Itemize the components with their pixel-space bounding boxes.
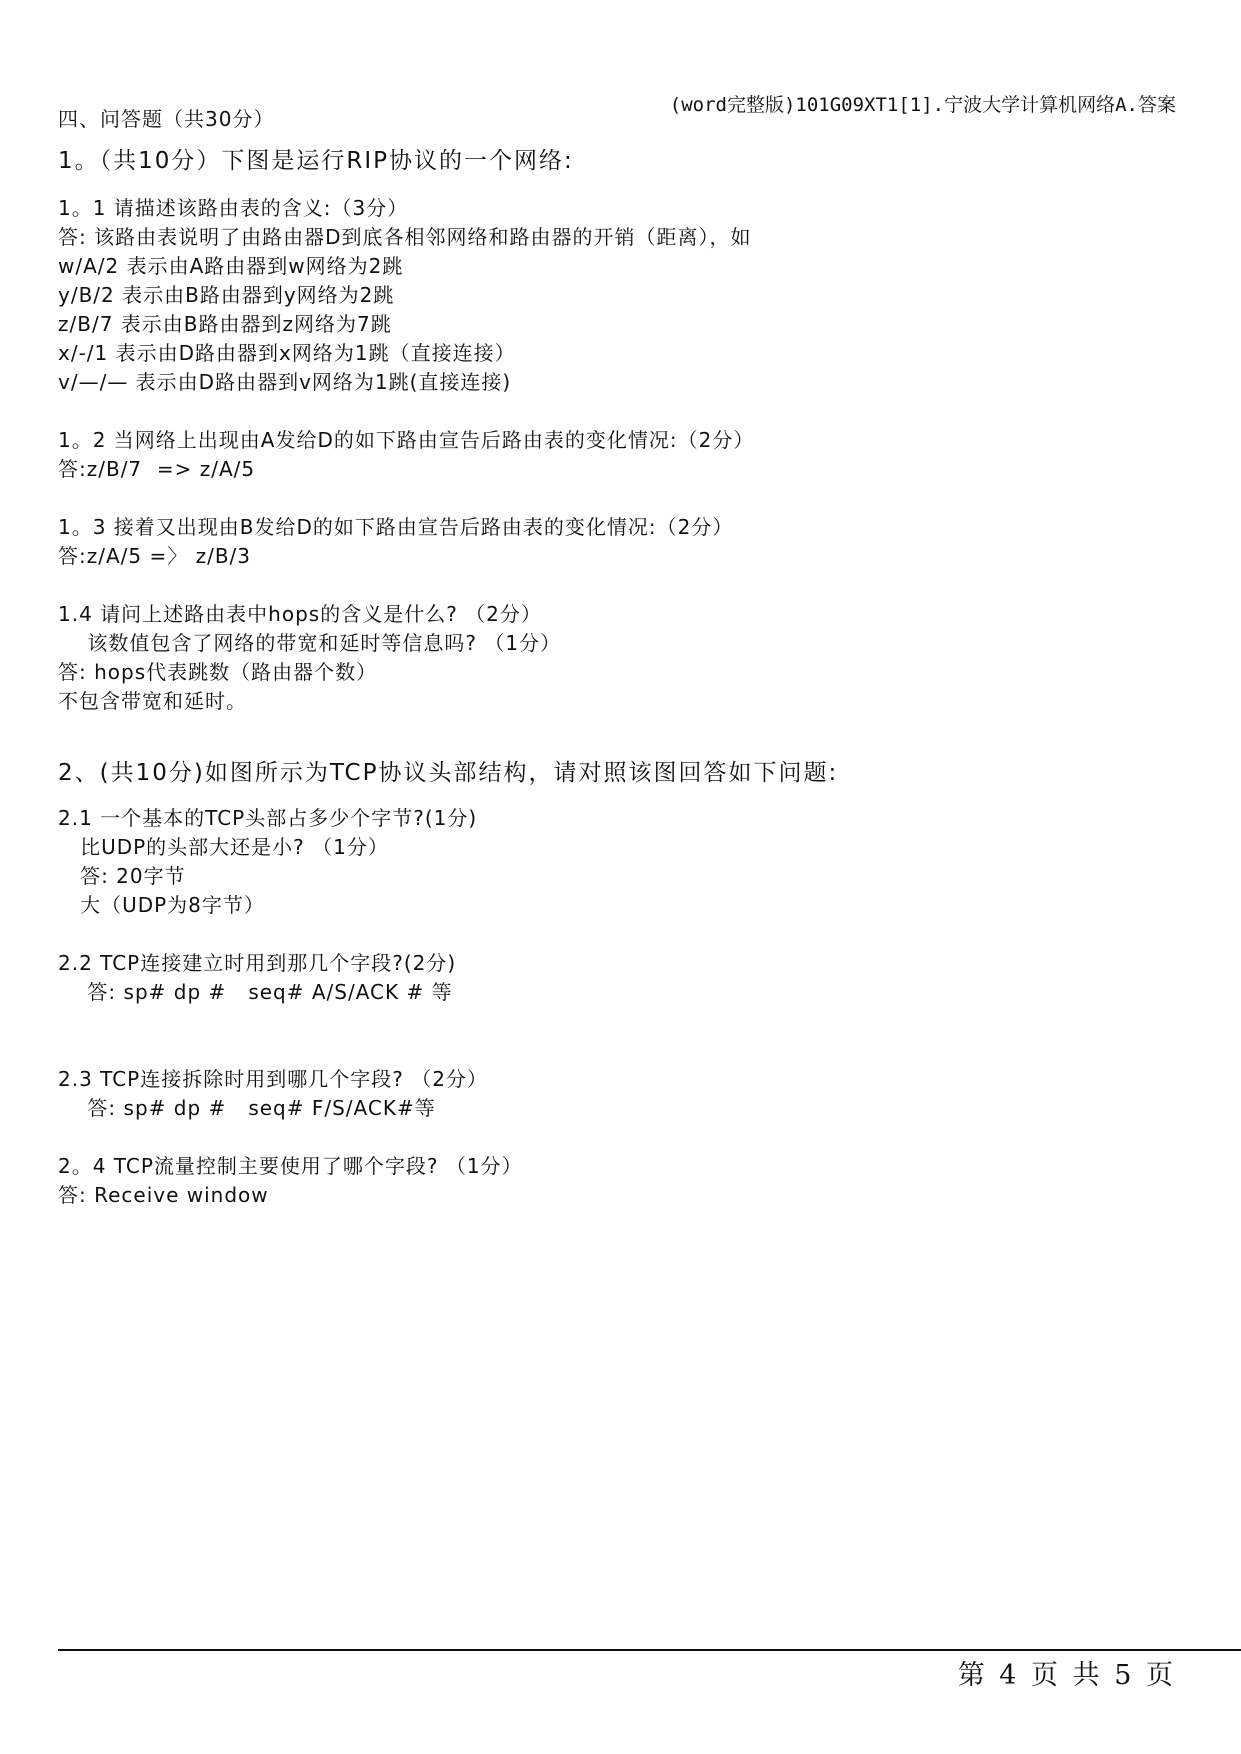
question-2-3: 2.3 TCP连接拆除时用到哪几个字段? （2分） bbox=[58, 1067, 488, 1091]
question-1-1: 1。1 请描述该路由表的含义:（3分） bbox=[58, 196, 409, 220]
page-number: 第 4 页 共 5 页 bbox=[957, 1660, 1173, 1691]
question-1-3: 1。3 接着又出现由B发给D的如下路由宣告后路由表的变化情况:（2分） bbox=[58, 515, 734, 539]
question-1-heading: 1。（共10分）下图是运行RIP协议的一个网络: bbox=[58, 148, 574, 174]
answer-line: 答: 该路由表说明了由路由器D到底各相邻网络和路由器的开销（距离），如 bbox=[58, 225, 752, 249]
question-2-1: 2.1 一个基本的TCP头部占多少个字节?(1分) bbox=[58, 806, 478, 830]
answer-line: 答:z/A/5 =〉 z/B/3 bbox=[58, 544, 252, 568]
question-2-heading: 2、(共10分)如图所示为TCP协议头部结构，请对照该图回答如下问题: bbox=[58, 760, 839, 786]
question-1-4-sub: 该数值包含了网络的带宽和延时等信息吗? （1分） bbox=[58, 631, 562, 655]
answer-line: w/A/2 表示由A路由器到w网络为2跳 bbox=[58, 254, 404, 278]
answer-line: y/B/2 表示由B路由器到y网络为2跳 bbox=[58, 283, 395, 307]
footer-divider bbox=[58, 1649, 1241, 1651]
answer-line: 大（UDP为8字节） bbox=[58, 893, 265, 917]
question-1-4: 1.4 请问上述路由表中hops的含义是什么? （2分） bbox=[58, 602, 542, 626]
question-2-2: 2.2 TCP连接建立时用到那几个字段?(2分) bbox=[58, 951, 457, 975]
answer-line: v/—/— 表示由D路由器到v网络为1跳(直接连接) bbox=[58, 370, 512, 394]
answer-line: 答: sp# dp # seq# F/S/ACK#等 bbox=[58, 1096, 436, 1120]
question-2-4: 2。4 TCP流量控制主要使用了哪个字段? （1分） bbox=[58, 1154, 523, 1178]
question-1-2: 1。2 当网络上出现由A发给D的如下路由宣告后路由表的变化情况:（2分） bbox=[58, 428, 755, 452]
section-heading: 四、问答题（共30分） bbox=[58, 107, 275, 131]
answer-line: 答: hops代表跳数（路由器个数） bbox=[58, 660, 378, 684]
answer-line: x/-/1 表示由D路由器到x网络为1跳（直接连接） bbox=[58, 341, 516, 365]
answer-line: 答:z/B/7 => z/A/5 bbox=[58, 457, 256, 481]
answer-line: 答: sp# dp # seq# A/S/ACK # 等 bbox=[58, 980, 453, 1004]
answer-line: 答: Receive window bbox=[58, 1183, 269, 1207]
document-title: (word完整版)101G09XT1[1].宁波大学计算机网络A.答案 bbox=[669, 94, 1176, 116]
answer-line: 不包含带宽和延时。 bbox=[58, 689, 247, 713]
question-2-1-sub: 比UDP的头部大还是小? （1分） bbox=[58, 835, 389, 859]
answer-line: z/B/7 表示由B路由器到z网络为7跳 bbox=[58, 312, 392, 336]
answer-line: 答: 20字节 bbox=[58, 864, 186, 888]
